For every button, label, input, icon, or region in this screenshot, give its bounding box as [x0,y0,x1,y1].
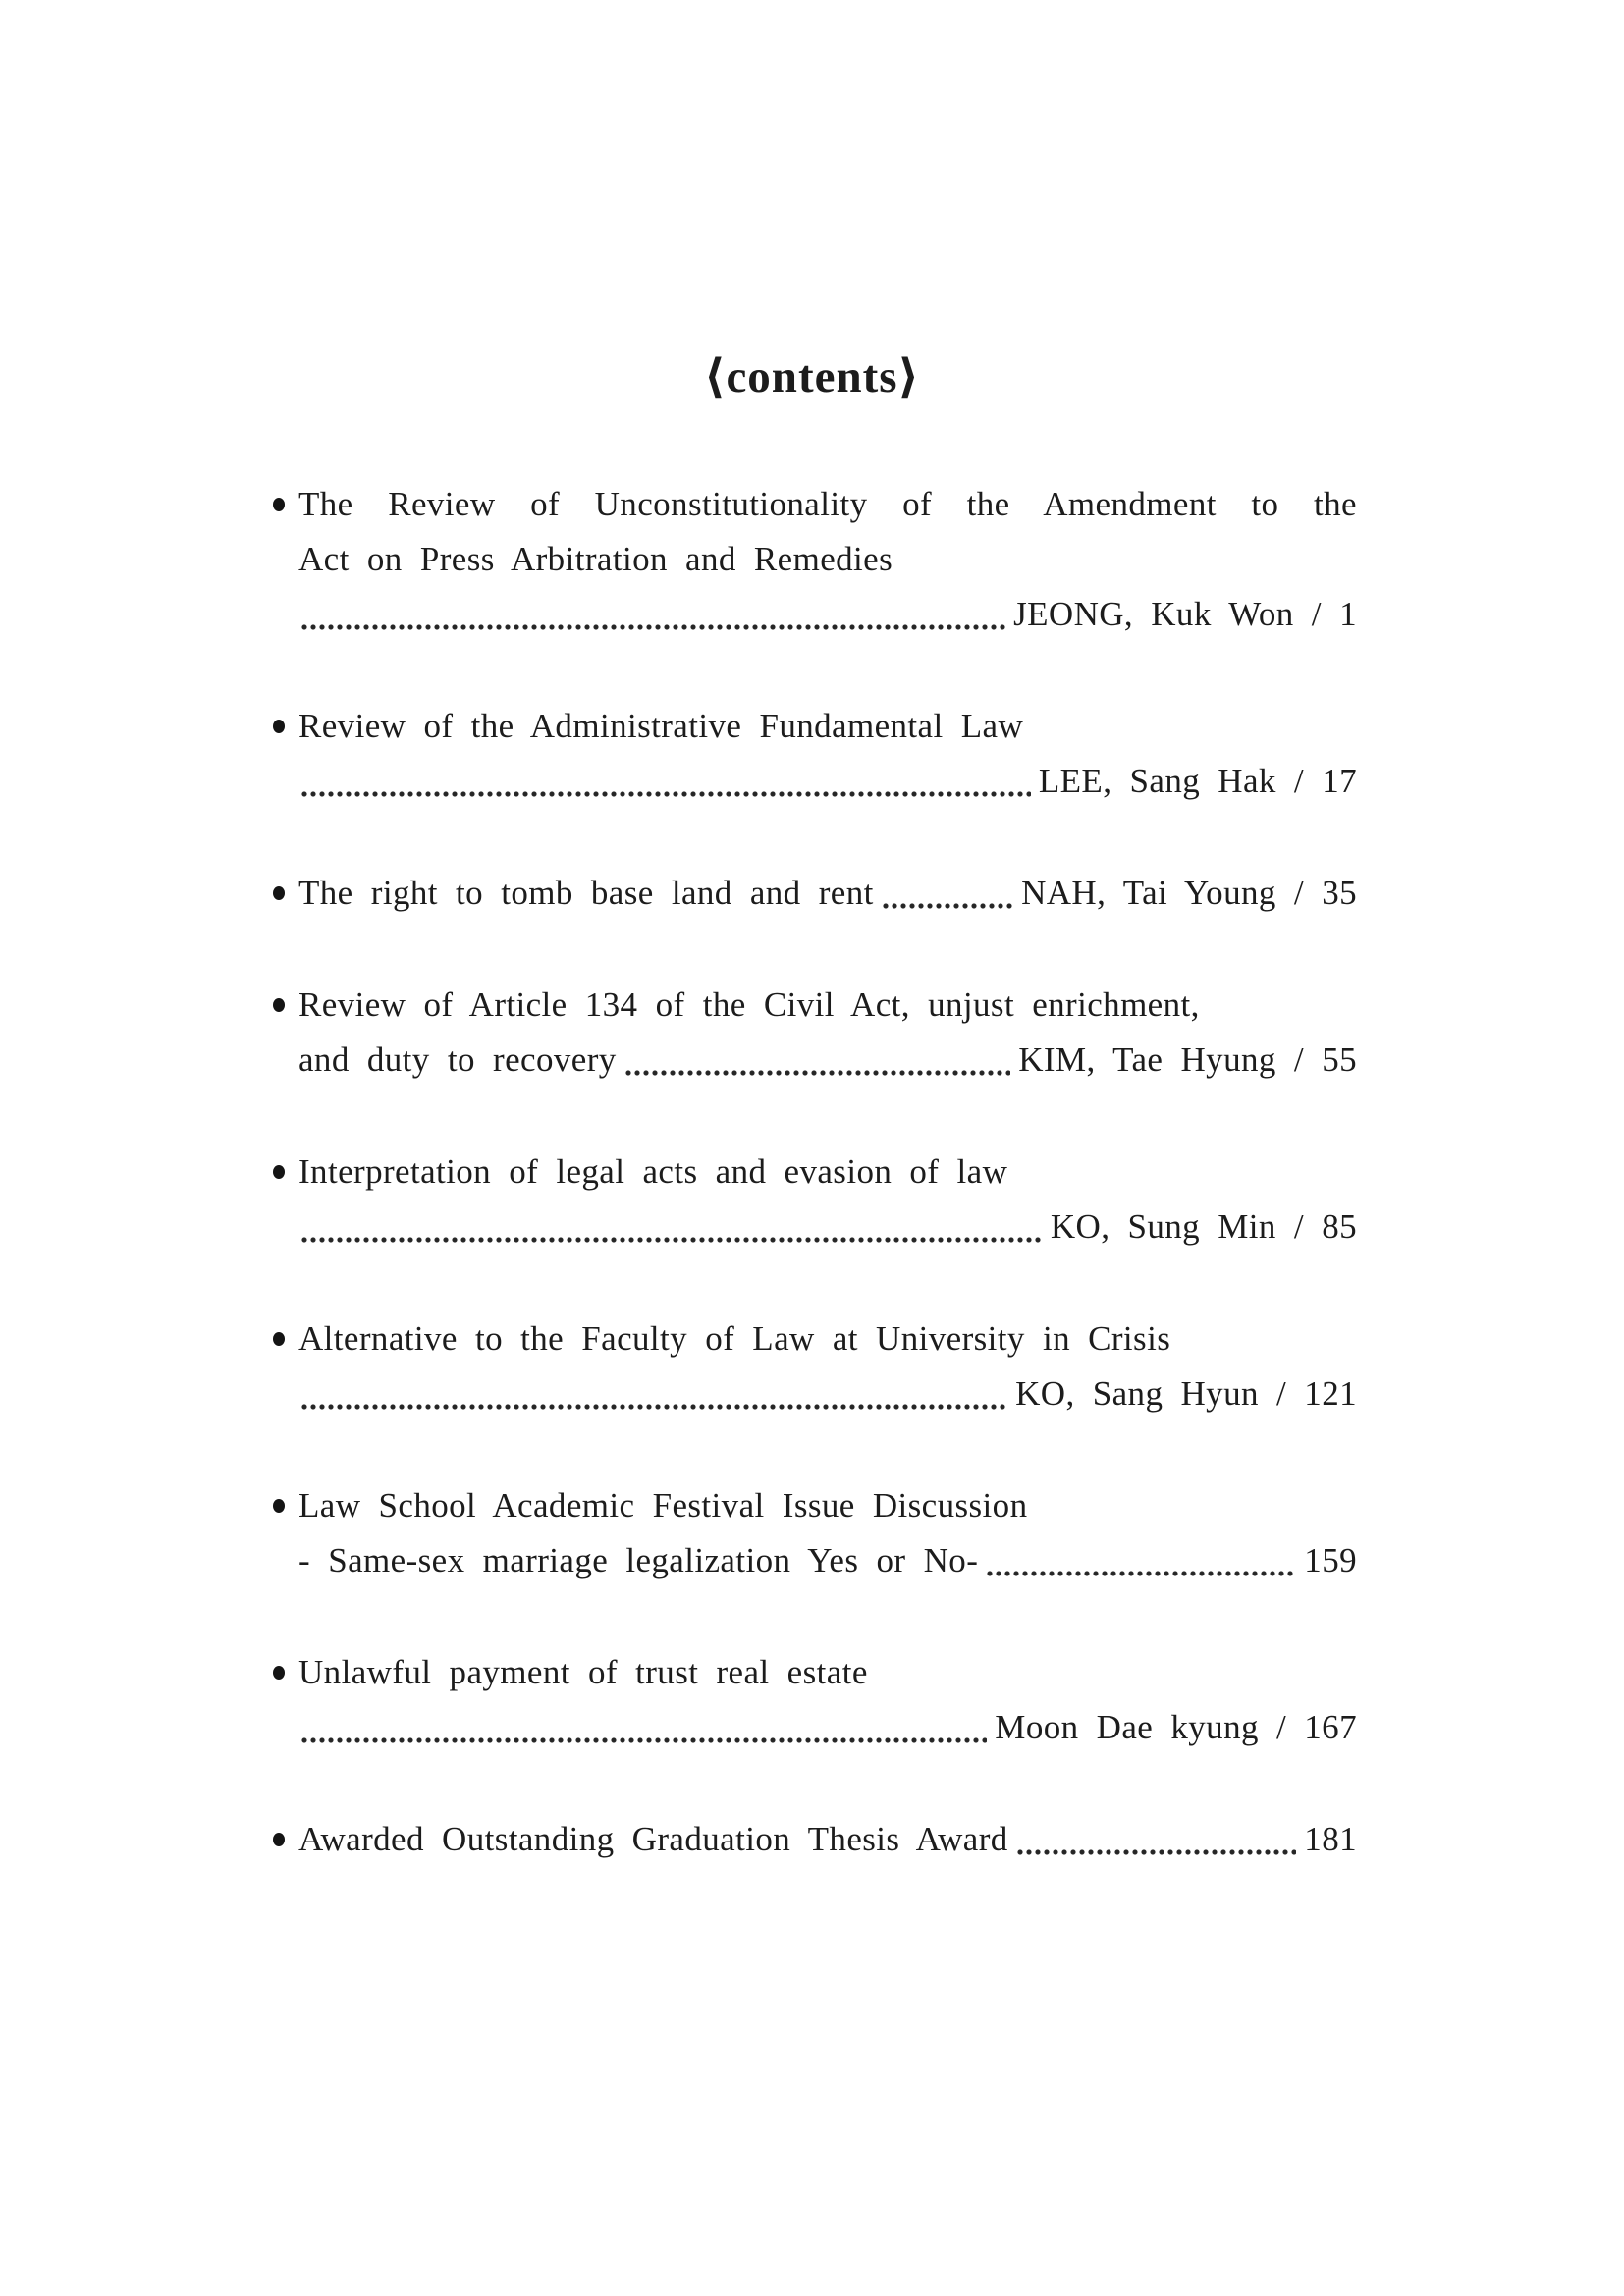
dotted-leader [300,624,1005,630]
entry-title-line: - Same-sex marriage legalization Yes or No- [298,1541,979,1579]
dotted-leader [624,1070,1011,1076]
entry-author-page: Moon Dae kyung / 167 [995,1708,1357,1746]
entry-title-line: Unlawful payment of trust real estate [298,1653,868,1691]
entry-title-line: The right to tomb base land and rent [298,874,874,912]
entry-author-page: JEONG, Kuk Won / 1 [1013,595,1357,633]
entry-title-line: Interpretation of legal acts and evasion of law [298,1152,1008,1191]
dotted-leader [300,1237,1043,1243]
toc-entry [298,978,1357,1088]
entry-leader-line [298,1812,1357,1867]
toc-entry [298,1311,1357,1421]
entry-title-line: and duty to recovery [298,1041,617,1079]
entry-leader-line [298,1700,1357,1755]
toc-entry [298,1645,1357,1755]
toc-entry [298,866,1357,921]
bullet-icon [273,1499,285,1513]
entry-title-line: Review of the Administrative Fundamental Law [298,707,1024,745]
entry-author-page: LEE, Sang Hak / 17 [1038,762,1357,800]
dotted-leader [882,903,1013,909]
entry-title-line: Law School Academic Festival Issue Discussion [298,1486,1028,1524]
toc-entry [298,1145,1357,1255]
page-title: ⟨contents⟩ [703,351,921,402]
entry-leader-line [298,754,1357,809]
entry-author-page: KO, Sang Hyun / 121 [1015,1374,1357,1413]
dotted-leader [300,1737,987,1743]
entry-leader-line [298,587,1357,642]
dotted-leader [300,791,1031,797]
entry-author-page: KIM, Tae Hyung / 55 [1018,1041,1357,1079]
entry-leader-line [298,1366,1357,1421]
bullet-icon [273,1165,285,1179]
entry-author-page: 159 [1304,1541,1357,1579]
entry-leader-line [298,1200,1357,1255]
entry-leader-line [298,1533,1357,1588]
entry-leader-line [298,866,1357,921]
bullet-icon [273,1332,285,1346]
toc-entry [298,477,1357,642]
dotted-leader [986,1571,1296,1576]
bullet-icon [273,720,285,733]
entry-title-line: The Review of Unconstitutionality of the Amendment to the [298,485,1357,523]
dotted-leader [300,1404,1007,1410]
bullet-icon [273,498,285,511]
bullet-icon [273,998,285,1012]
entry-title-line: Review of Article 134 of the Civil Act, unjust enrichment, [298,986,1200,1024]
dotted-leader [1016,1849,1297,1855]
entry-title-line: Awarded Outstanding Graduation Thesis Award [298,1820,1008,1858]
bullet-icon [273,886,285,900]
entry-title-line: Act on Press Arbitration and Remedies [298,540,893,578]
toc-entry [298,699,1357,809]
entry-leader-line [298,1033,1357,1088]
toc-entry [298,1478,1357,1588]
bullet-icon [273,1833,285,1846]
entry-author-page: 181 [1304,1820,1357,1858]
bullet-icon [273,1666,285,1680]
entry-author-page: KO, Sung Min / 85 [1050,1207,1357,1246]
toc-list [298,477,1357,1867]
entry-title-line: Alternative to the Faculty of Law at University in Crisis [298,1319,1171,1358]
toc-entry [298,1812,1357,1867]
entry-author-page: NAH, Tai Young / 35 [1021,874,1357,912]
